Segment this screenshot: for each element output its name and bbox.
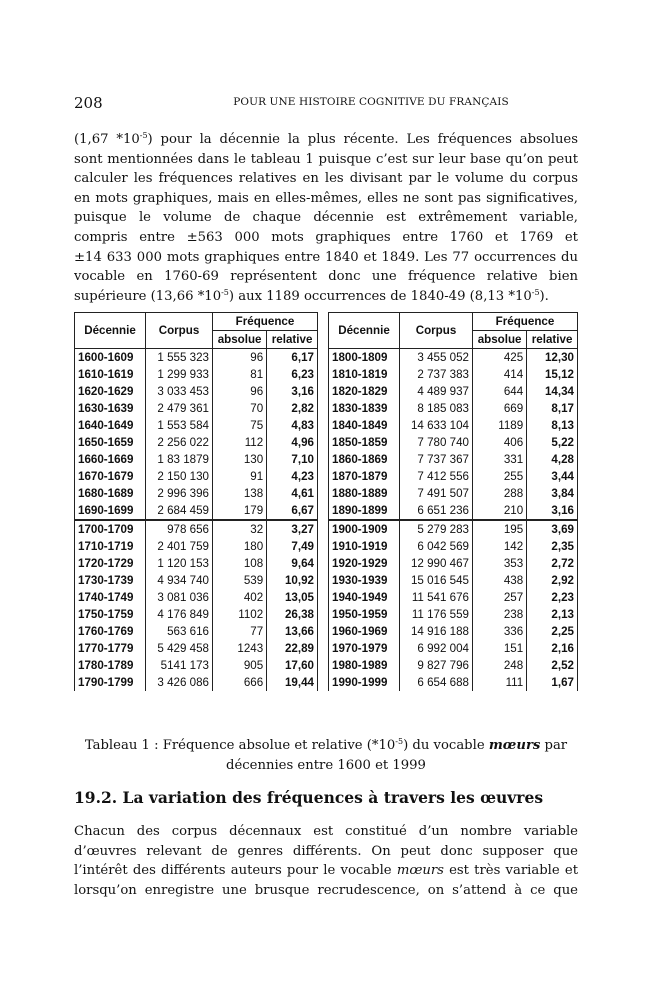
relative-cell: 2,23	[527, 589, 578, 606]
corpus-cell: 5141 173	[146, 657, 213, 674]
decade-cell: 1610-1619	[75, 366, 146, 383]
relative-cell: 22,89	[267, 640, 318, 657]
corpus-cell: 2 996 396	[146, 485, 213, 502]
decade-cell: 1900-1909	[329, 520, 400, 538]
table-row	[75, 606, 318, 623]
table-row	[75, 572, 318, 589]
caption-emphasis: mœurs	[488, 738, 541, 753]
table-row	[329, 468, 578, 485]
table-row	[75, 589, 318, 606]
absolute-cell: 1189	[473, 417, 527, 434]
table-row	[75, 383, 318, 400]
table-row	[75, 520, 318, 538]
corpus-cell: 3 455 052	[400, 349, 473, 367]
corpus-cell: 2 737 383	[400, 366, 473, 383]
absolute-cell: 130	[213, 451, 267, 468]
table-row	[75, 451, 318, 468]
decade-cell: 1620-1629	[75, 383, 146, 400]
header-corpus: Corpus	[146, 313, 213, 349]
decade-cell: 1670-1679	[75, 468, 146, 485]
relative-cell: 3,16	[527, 502, 578, 520]
decade-cell: 1680-1689	[75, 485, 146, 502]
decade-cell: 1760-1769	[75, 623, 146, 640]
absolute-cell: 288	[473, 485, 527, 502]
relative-cell: 19,44	[267, 674, 318, 691]
header-frequency: Fréquence	[213, 313, 318, 331]
corpus-cell: 2 150 130	[146, 468, 213, 485]
decade-cell: 1910-1919	[329, 538, 400, 555]
corpus-cell: 5 429 458	[146, 640, 213, 657]
decade-cell: 1660-1669	[75, 451, 146, 468]
text-line: l’intérêt des différents auteurs pour le vocable mœurs est très variable et	[74, 863, 578, 879]
text-line: d’œuvres relevant de genres différents. On peut donc supposer que	[74, 843, 578, 859]
absolute-cell: 414	[473, 366, 527, 383]
absolute-cell: 96	[213, 383, 267, 400]
decade-cell: 1740-1749	[75, 589, 146, 606]
corpus-cell: 2 256 022	[146, 434, 213, 451]
absolute-cell: 111	[473, 674, 527, 691]
table-row	[329, 657, 578, 674]
decade-cell: 1840-1849	[329, 417, 400, 434]
relative-cell: 15,12	[527, 366, 578, 383]
frequency-table-left	[74, 312, 318, 691]
table-row	[329, 366, 578, 383]
text-line: (1,67 $*10^{-5}$) pour la décennie la plus récente. Les fréquences absolues	[74, 131, 578, 147]
corpus-cell: 1 299 933	[146, 366, 213, 383]
corpus-cell: 14 633 104	[400, 417, 473, 434]
absolute-cell: 210	[473, 502, 527, 520]
relative-cell: 1,67	[527, 674, 578, 691]
corpus-cell: 14 916 188	[400, 623, 473, 640]
relative-cell: 4,96	[267, 434, 318, 451]
text-line: en mots graphiques, mais en elles-mêmes, elles ne sont pas significatives,	[74, 190, 578, 206]
absolute-cell: 238	[473, 606, 527, 623]
corpus-cell: 6 992 004	[400, 640, 473, 657]
corpus-cell: 7 491 507	[400, 485, 473, 502]
decade-cell: 1890-1899	[329, 502, 400, 520]
relative-cell: 4,61	[267, 485, 318, 502]
header-decade: Décennie	[75, 313, 146, 349]
header-relative: relative	[527, 331, 578, 349]
decade-cell: 1960-1969	[329, 623, 400, 640]
decade-cell: 1940-1949	[329, 589, 400, 606]
corpus-cell: 11 176 559	[400, 606, 473, 623]
corpus-cell: 4 176 849	[146, 606, 213, 623]
relative-cell: 3,16	[267, 383, 318, 400]
relative-cell: 4,83	[267, 417, 318, 434]
decade-cell: 1710-1719	[75, 538, 146, 555]
header-absolute: absolue	[213, 331, 267, 349]
relative-cell: 26,38	[267, 606, 318, 623]
table-row	[329, 417, 578, 434]
absolute-cell: 180	[213, 538, 267, 555]
relative-cell: 12,30	[527, 349, 578, 367]
corpus-cell: 9 827 796	[400, 657, 473, 674]
absolute-cell: 353	[473, 555, 527, 572]
text-line: ±14 633 000 mots graphiques entre 1840 et 1849. Les 77 occurrences du	[74, 249, 578, 265]
header-corpus: Corpus	[400, 313, 473, 349]
relative-cell: 2,72	[527, 555, 578, 572]
corpus-cell: 6 042 569	[400, 538, 473, 555]
relative-cell: 10,92	[267, 572, 318, 589]
table-row	[75, 349, 318, 367]
table-row	[329, 383, 578, 400]
absolute-cell: 75	[213, 417, 267, 434]
table-caption: Tableau 1 : Fréquence absolue et relative $(*10^{-5})$ du vocable mœurs par décennies entre 1600 et 1999	[84, 737, 568, 773]
absolute-cell: 666	[213, 674, 267, 691]
decade-cell: 1950-1959	[329, 606, 400, 623]
table-row	[329, 400, 578, 417]
text-line: lorsqu’on enregistre une brusque recrudescence, on s’attend à ce que	[74, 882, 578, 898]
table-row	[329, 555, 578, 572]
absolute-cell: 248	[473, 657, 527, 674]
absolute-cell: 255	[473, 468, 527, 485]
absolute-cell: 138	[213, 485, 267, 502]
table-row	[75, 417, 318, 434]
absolute-cell: 402	[213, 589, 267, 606]
running-title: POUR UNE HISTOIRE COGNITIVE DU FRANÇAIS	[233, 96, 509, 108]
relative-cell: 8,17	[527, 400, 578, 417]
relative-cell: 3,69	[527, 520, 578, 538]
table-row	[75, 468, 318, 485]
table-row	[75, 538, 318, 555]
table-body-left	[75, 349, 318, 692]
corpus-cell: 563 616	[146, 623, 213, 640]
decade-cell: 1880-1889	[329, 485, 400, 502]
text-line: vocable en 1760-69 représentent donc une fréquence relative bien	[74, 269, 578, 285]
section-heading: 19.2. La variation des fréquences à travers les œuvres	[74, 788, 544, 807]
table-row	[75, 366, 318, 383]
table-body-right	[329, 349, 578, 692]
relative-cell: 6,67	[267, 502, 318, 520]
table-row	[329, 451, 578, 468]
table-row	[329, 623, 578, 640]
decade-cell: 1690-1699	[75, 502, 146, 520]
absolute-cell: 905	[213, 657, 267, 674]
corpus-cell: 7 780 740	[400, 434, 473, 451]
absolute-cell: 644	[473, 383, 527, 400]
header-absolute: absolue	[473, 331, 527, 349]
absolute-cell: 77	[213, 623, 267, 640]
relative-cell: 14,34	[527, 383, 578, 400]
decade-cell: 1970-1979	[329, 640, 400, 657]
corpus-cell: 15 016 545	[400, 572, 473, 589]
corpus-cell: 1 553 584	[146, 417, 213, 434]
relative-cell: 2,82	[267, 400, 318, 417]
corpus-cell: 1 120 153	[146, 555, 213, 572]
corpus-cell: 4 934 740	[146, 572, 213, 589]
absolute-cell: 108	[213, 555, 267, 572]
text-line: calculer les fréquences relatives en les divisant par le volume du corpus	[74, 171, 578, 187]
text-line: Chacun des corpus décennaux est constitué d’un nombre variable	[74, 824, 578, 839]
absolute-cell: 336	[473, 623, 527, 640]
absolute-cell: 96	[213, 349, 267, 367]
table-row	[75, 657, 318, 674]
relative-cell: 6,17	[267, 349, 318, 367]
running-head	[74, 94, 578, 114]
header-decade: Décennie	[329, 313, 400, 349]
decade-cell: 1810-1819	[329, 366, 400, 383]
paragraph-section	[74, 822, 578, 900]
table-row	[329, 434, 578, 451]
relative-cell: 4,28	[527, 451, 578, 468]
absolute-cell: 81	[213, 366, 267, 383]
absolute-cell: 195	[473, 520, 527, 538]
table-row	[329, 520, 578, 538]
decade-cell: 1800-1809	[329, 349, 400, 367]
text-line: puisque le volume de chaque décennie est extrêmement variable,	[74, 210, 578, 226]
table-row	[75, 502, 318, 520]
text-line: sont mentionnées dans le tableau 1 puisque c’est sur leur base qu’on peut	[74, 151, 578, 167]
table-row	[75, 555, 318, 572]
relative-cell: 2,13	[527, 606, 578, 623]
relative-cell: 2,25	[527, 623, 578, 640]
decade-cell: 1750-1759	[75, 606, 146, 623]
decade-cell: 1780-1789	[75, 657, 146, 674]
corpus-cell: 1 83 1879	[146, 451, 213, 468]
text-line: compris entre ±563 000 mots graphiques entre 1760 et 1769 et	[74, 229, 578, 245]
absolute-cell: 257	[473, 589, 527, 606]
table-row	[75, 485, 318, 502]
table-row	[329, 572, 578, 589]
absolute-cell: 32	[213, 520, 267, 538]
corpus-cell: 12 990 467	[400, 555, 473, 572]
table-row	[75, 434, 318, 451]
corpus-cell: 978 656	[146, 520, 213, 538]
relative-cell: 13,05	[267, 589, 318, 606]
table-row	[75, 623, 318, 640]
decade-cell: 1600-1609	[75, 349, 146, 367]
corpus-cell: 8 185 083	[400, 400, 473, 417]
relative-cell: 7,49	[267, 538, 318, 555]
absolute-cell: 112	[213, 434, 267, 451]
table-row	[329, 606, 578, 623]
decade-cell: 1990-1999	[329, 674, 400, 691]
corpus-cell: 3 426 086	[146, 674, 213, 691]
decade-cell: 1820-1829	[329, 383, 400, 400]
corpus-cell: 7 737 367	[400, 451, 473, 468]
absolute-cell: 1102	[213, 606, 267, 623]
table-row	[75, 640, 318, 657]
absolute-cell: 406	[473, 434, 527, 451]
header-relative: relative	[267, 331, 318, 349]
relative-cell: 3,44	[527, 468, 578, 485]
corpus-cell: 2 401 759	[146, 538, 213, 555]
corpus-cell: 3 081 036	[146, 589, 213, 606]
table-row	[329, 538, 578, 555]
absolute-cell: 70	[213, 400, 267, 417]
decade-cell: 1720-1729	[75, 555, 146, 572]
absolute-cell: 151	[473, 640, 527, 657]
absolute-cell: 1243	[213, 640, 267, 657]
decade-cell: 1920-1929	[329, 555, 400, 572]
header-frequency: Fréquence	[473, 313, 578, 331]
absolute-cell: 539	[213, 572, 267, 589]
relative-cell: 2,92	[527, 572, 578, 589]
page-number: 208	[74, 94, 103, 112]
corpus-cell: 4 489 937	[400, 383, 473, 400]
relative-cell: 17,60	[267, 657, 318, 674]
corpus-cell: 11 541 676	[400, 589, 473, 606]
table-row	[329, 589, 578, 606]
decade-cell: 1640-1649	[75, 417, 146, 434]
relative-cell: 2,16	[527, 640, 578, 657]
relative-cell: 2,52	[527, 657, 578, 674]
decade-cell: 1790-1799	[75, 674, 146, 691]
decade-cell: 1860-1869	[329, 451, 400, 468]
corpus-cell: 6 654 688	[400, 674, 473, 691]
corpus-cell: 1 555 323	[146, 349, 213, 367]
relative-cell: 9,64	[267, 555, 318, 572]
absolute-cell: 142	[473, 538, 527, 555]
decade-cell: 1630-1639	[75, 400, 146, 417]
decade-cell: 1830-1839	[329, 400, 400, 417]
relative-cell: 7,10	[267, 451, 318, 468]
decade-cell: 1850-1859	[329, 434, 400, 451]
relative-cell: 5,22	[527, 434, 578, 451]
paragraph-intro	[74, 130, 578, 306]
decade-cell: 1930-1939	[329, 572, 400, 589]
corpus-cell: 2 684 459	[146, 502, 213, 520]
table-row	[329, 640, 578, 657]
decade-cell: 1870-1879	[329, 468, 400, 485]
decade-cell: 1730-1739	[75, 572, 146, 589]
decade-cell: 1700-1709	[75, 520, 146, 538]
absolute-cell: 425	[473, 349, 527, 367]
relative-cell: 3,27	[267, 520, 318, 538]
relative-cell: 4,23	[267, 468, 318, 485]
absolute-cell: 438	[473, 572, 527, 589]
corpus-cell: 3 033 453	[146, 383, 213, 400]
corpus-cell: 2 479 361	[146, 400, 213, 417]
table-row	[75, 400, 318, 417]
absolute-cell: 331	[473, 451, 527, 468]
corpus-cell: 6 651 236	[400, 502, 473, 520]
corpus-cell: 7 412 556	[400, 468, 473, 485]
decade-cell: 1980-1989	[329, 657, 400, 674]
frequency-table-right	[328, 312, 578, 691]
table-row	[329, 349, 578, 367]
relative-cell: 13,66	[267, 623, 318, 640]
absolute-cell: 179	[213, 502, 267, 520]
text-line: supérieure (13,66 $*10^{-5}$) aux 1189 occurrences de 1840-49 (8,13 $*10^{-5}$).	[74, 287, 549, 304]
decade-cell: 1770-1779	[75, 640, 146, 657]
table-row	[329, 485, 578, 502]
absolute-cell: 91	[213, 468, 267, 485]
relative-cell: 6,23	[267, 366, 318, 383]
table-row	[329, 502, 578, 520]
relative-cell: 2,35	[527, 538, 578, 555]
absolute-cell: 669	[473, 400, 527, 417]
relative-cell: 3,84	[527, 485, 578, 502]
table-row	[329, 674, 578, 691]
corpus-cell: 5 279 283	[400, 520, 473, 538]
table-row	[75, 674, 318, 691]
relative-cell: 8,13	[527, 417, 578, 434]
decade-cell: 1650-1659	[75, 434, 146, 451]
